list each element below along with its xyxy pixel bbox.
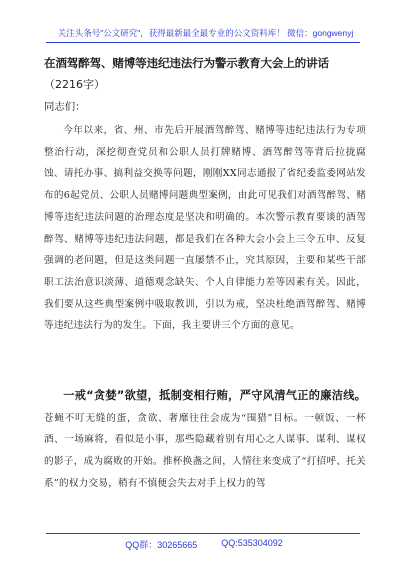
section-body: 苍蝇不叮无缝的蛋，贪欲、奢靡往往会成为“围猎”目标。一顿饭、一杯酒、一场麻将，看似是小事，那些隐藏着别有用心之人谋事、谋利、谋权的影子，成为腐败的开始。推杯换盏之间，人情往来变成了“打招呼、托关系”的权力交易，稍有不慎便会失去对手上权力的驾 <box>44 412 366 489</box>
document-title: 在酒驾醉驾、赌博等违纪违法行为警示教育大会上的讲话 <box>44 56 329 70</box>
footer-qq-group: QQ群：30265665 <box>125 540 198 550</box>
footer-qq: QQ:535304092 <box>221 538 283 548</box>
word-count: （2216字） <box>44 78 105 91</box>
section-paragraph <box>44 385 366 495</box>
footer-divider <box>46 533 360 534</box>
header-divider <box>46 42 360 43</box>
intro-paragraph: 今年以来，省、州、市先后开展酒驾醉驾、赌博等违纪违法行为专项整治行动，深挖彻查党员和公职人员打牌赌博、酒驾醉驾等背后拉拢腐蚀、请托办事、搞利益交换等问题，刚刚XX同志通报了省纪委监委网站发布的6起党员、公职人员赌博问题典型案例，由此可见我们对酒驾醉驾、赌博等违纪违法问题的治理态度是坚决和明确的。本次警示教育要谈的酒驾醉驾、赌博等违纪违法问题，都是我们在各种大会小会上三令五申、反复强调的老问题，但是这类问题一直屡禁不止，究其原因，主要和某些干部职工法治意识淡薄、道德观念缺失、个人自律能力差等因素有关。因此，我们要从这些典型案例中吸取教训，引以为戒，坚决杜绝酒驾醉驾、赌博等违纪违法行为的发生。下面，我主要讲三个方面的意见。 <box>44 125 366 332</box>
greeting: 同志们： <box>44 101 86 113</box>
footer <box>0 538 408 551</box>
section-heading: 一戒“贪婪”欲望，抵制变相行贿，严守风清气正的廉洁线。 <box>63 389 366 402</box>
header-banner: 关注头条号"公文研究"，获得最新最全最专业的公文资料库！ 微信：gongwenyj <box>57 28 354 38</box>
